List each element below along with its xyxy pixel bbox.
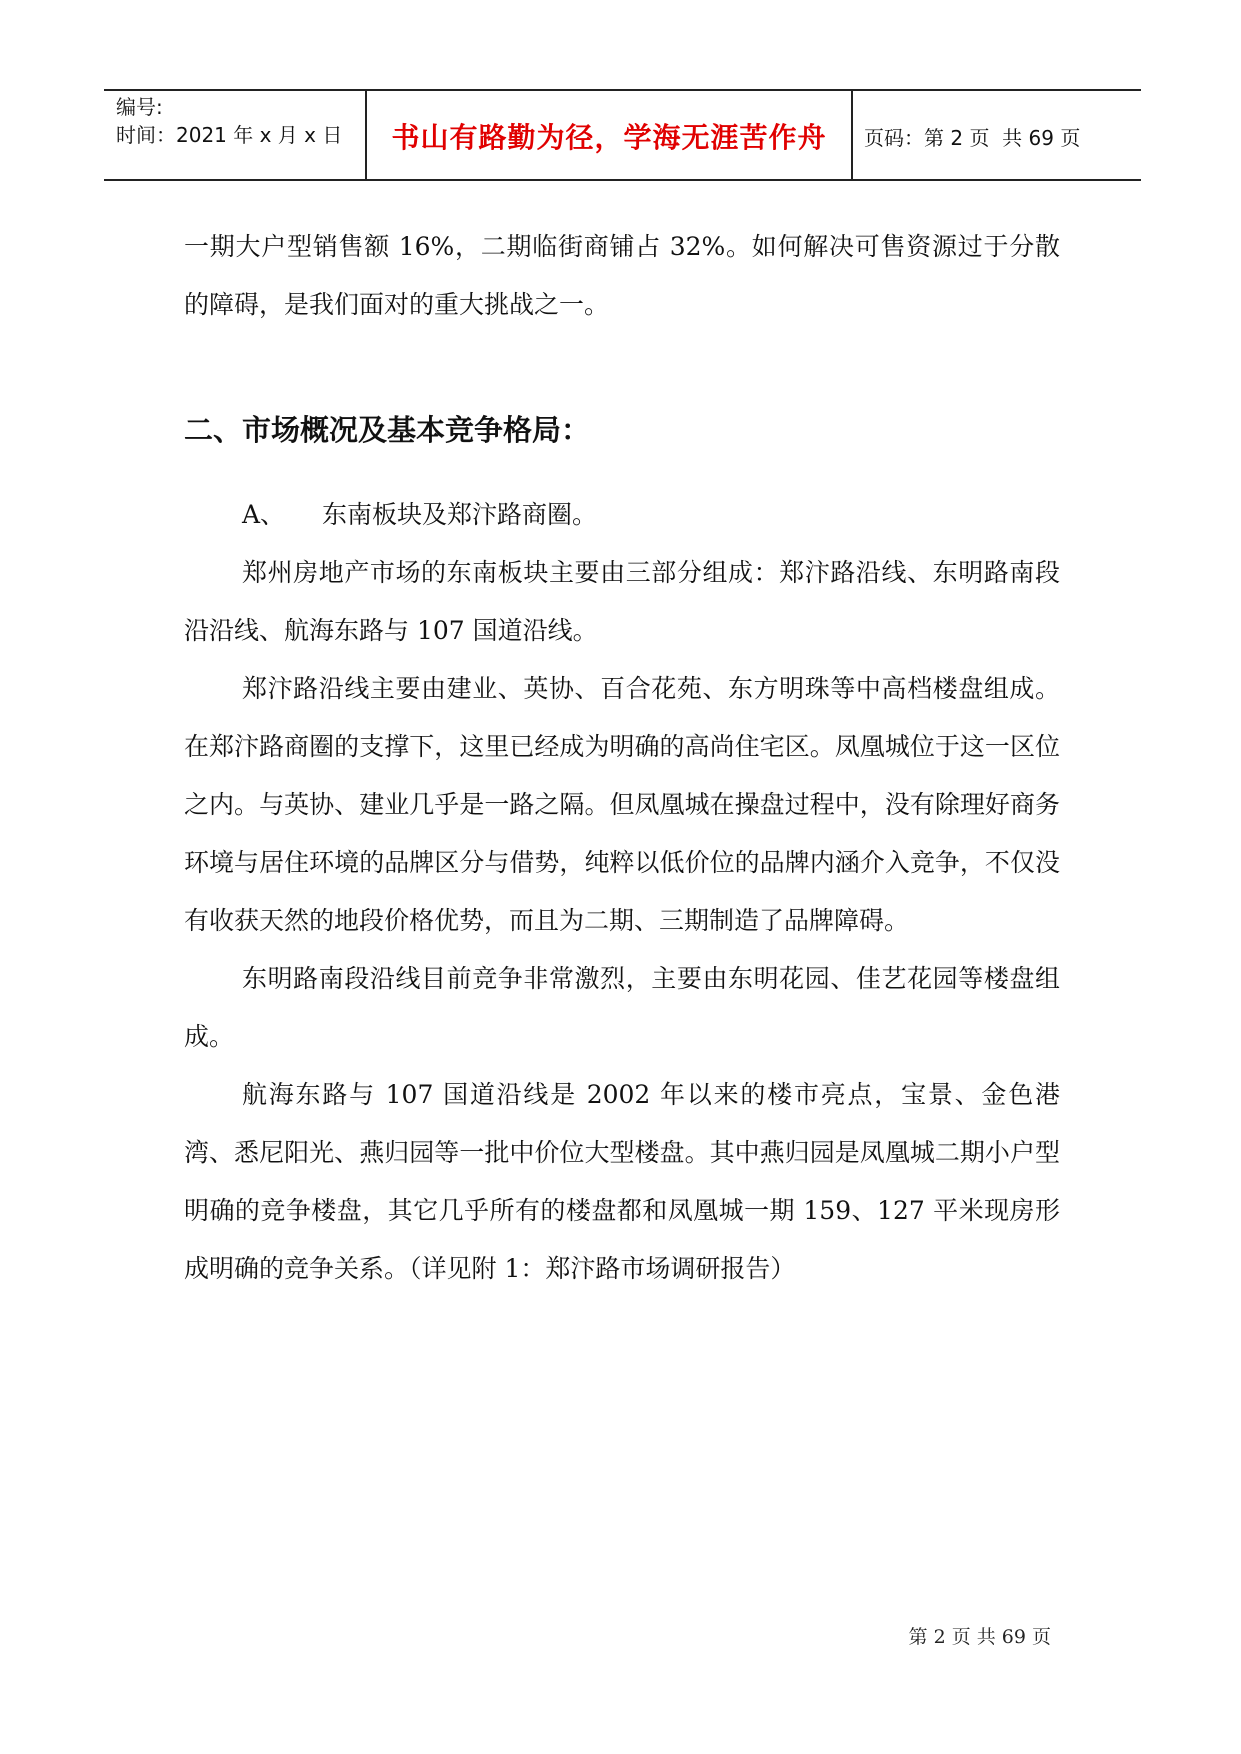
section-heading: 二、市场概况及基本竞争格局： — [184, 413, 591, 447]
header-meta — [116, 93, 342, 149]
header-motto: 书山有路勤为径，学海无涯苦作舟 — [391, 121, 827, 154]
page-header — [104, 89, 1141, 181]
header-divider — [851, 91, 853, 181]
intro-paragraph: 一期大户型销售额 16%，二期临街商铺占 32%。如何解决可售资源过于分散的障碍，是我们面对的重大挑战之一。 — [184, 232, 1060, 319]
body-paragraph: 航海东路与 107 国道沿线是 2002 年以来的楼市亮点，宝景、金色港湾、悉尼阳光、燕归园等一批中价位大型楼盘。其中燕归园是凤凰城二期小户型明确的竞争楼盘，其它几乎所有的楼盘都和凤凰城一期 159、127 平米现房形成明确的竞争关系。（详见附 1：郑汴路市场调研报告） — [184, 1080, 1060, 1283]
header-page-code: 页码：第 2 页 共 69 页 — [864, 125, 1081, 150]
body-paragraph: 郑汴路沿线主要由建业、英协、百合花苑、东方明珠等中高档楼盘组成。在郑汴路商圈的支撑下，这里已经成为明确的高尚住宅区。凤凰城位于这一区位之内。与英协、建业几乎是一路之隔。但凤凰城在操盘过程中，没有除理好商务环境与居住环境的品牌区分与借势，纯粹以低价位的品牌内涵介入竞争，不仅没有收获天然的地段价格优势，而且为二期、三期制造了品牌障碍。 — [184, 674, 1060, 935]
subsection-title: 东南板块及郑汴路商圈。 — [322, 500, 598, 529]
page-footer: 第 2 页 共 69 页 — [908, 1626, 1051, 1648]
document-number-label: 编号: — [116, 95, 163, 119]
document-body — [184, 218, 1060, 1298]
body-paragraph: 郑州房地产市场的东南板块主要由三部分组成：郑汴路沿线、东明路南段沿沿线、航海东路与 107 国道沿线。 — [184, 558, 1060, 645]
subsection-label: A、 — [242, 500, 286, 529]
body-paragraph: 东明路南段沿线目前竞争非常激烈，主要由东明花园、佳艺花园等楼盘组成。 — [184, 964, 1060, 1051]
document-time-label: 时间：2021 年 x 月 x 日 — [116, 123, 343, 147]
subsection-heading — [184, 486, 1060, 544]
